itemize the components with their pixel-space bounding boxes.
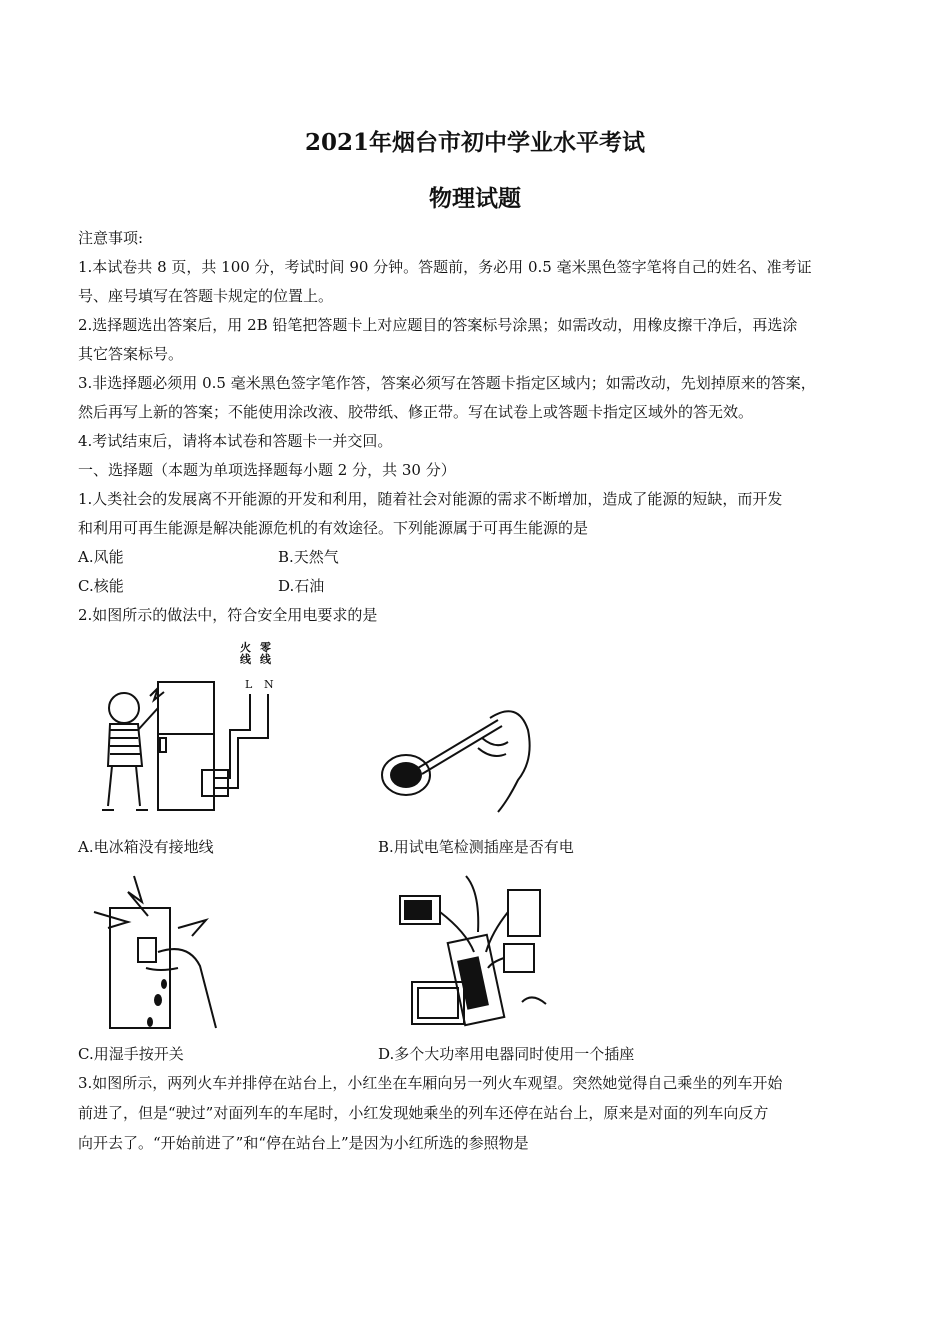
q1-stem-line: 和利用可再生能源是解决能源危机的有效途径。下列能源属于可再生能源的是 <box>78 519 589 537</box>
q2-option-c: C.用湿手按开关 <box>78 1045 184 1063</box>
q1-stem-line: 1.人类社会的发展离不开能源的开发和利用，随着社会对能源的需求不断增加，造成了能源的短缺，而开发 <box>78 490 783 508</box>
q2-option-a: A.电冰箱没有接地线 <box>78 838 214 856</box>
figure-fridge-no-ground <box>80 638 280 818</box>
notice-heading: 注意事项: <box>78 229 144 247</box>
neutral-wire-letter: N <box>264 678 274 691</box>
notice-line: 然后再写上新的答案；不能使用涂改液、胶带纸、修正带。写在试卷上或答题卡指定区域外的答无效。 <box>78 403 754 421</box>
notice-line: 1.本试卷共 8 页，共 100 分，考试时间 90 分钟。答题前，务必用 0.5 毫米黑色签字笔将自己的姓名、准考证 <box>78 258 812 276</box>
notice-line: 2.选择题选出答案后，用 2B 铅笔把答题卡上对应题目的答案标号涂黑；如需改动，用橡皮擦干净后，再选涂 <box>78 316 798 334</box>
q3-stem-line: 向开去了。“开始前进了”和“停在站台上”是因为小红所选的参照物是 <box>78 1134 529 1152</box>
notice-line: 3.非选择题必须用 0.5 毫米黑色签字笔作答，答案必须写在答题卡指定区域内；如需改动，先划掉原来的答案， <box>78 374 816 392</box>
notice-line: 其它答案标号。 <box>78 345 184 363</box>
q1-option-a: A.风能 <box>78 548 124 566</box>
notice-line: 号、座号填写在答题卡规定的位置上。 <box>78 287 334 305</box>
live-wire-label: 火线 <box>240 641 251 666</box>
notice-line: 4.考试结束后，请将本试卷和答题卡一并交回。 <box>78 432 393 450</box>
q1-option-b: B.天然气 <box>278 548 339 566</box>
q2-stem: 2.如图所示的做法中，符合安全用电要求的是 <box>78 606 378 624</box>
section-heading: 一、选择题（本题为单项选择题每小题 2 分，共 30 分） <box>78 461 456 479</box>
live-wire-letter: L <box>245 678 253 691</box>
figure-overloaded-socket <box>396 872 561 1027</box>
figure-test-pen <box>378 690 538 815</box>
q3-stem-line: 3.如图所示，两列火车并排停在站台上，小红坐在车厢向另一列火车观望。突然她觉得自己乘坐的列车开始 <box>78 1074 783 1092</box>
q2-option-d: D.多个大功率用电器同时使用一个插座 <box>378 1045 635 1063</box>
figure-wet-hand-switch <box>88 872 228 1032</box>
q1-option-c: C.核能 <box>78 577 124 595</box>
q2-option-b: B.用试电笔检测插座是否有电 <box>378 838 574 856</box>
exam-title: 2021年烟台市初中学业水平考试 <box>304 129 645 156</box>
q1-option-d: D.石油 <box>278 577 325 595</box>
exam-subject: 物理试题 <box>429 185 521 212</box>
neutral-wire-label: 零线 <box>260 641 271 666</box>
q3-stem-line: 前进了，但是“驶过”对面列车的车尾时，小红发现她乘坐的列车还停在站台上，原来是对面的列车向反方 <box>78 1104 769 1122</box>
